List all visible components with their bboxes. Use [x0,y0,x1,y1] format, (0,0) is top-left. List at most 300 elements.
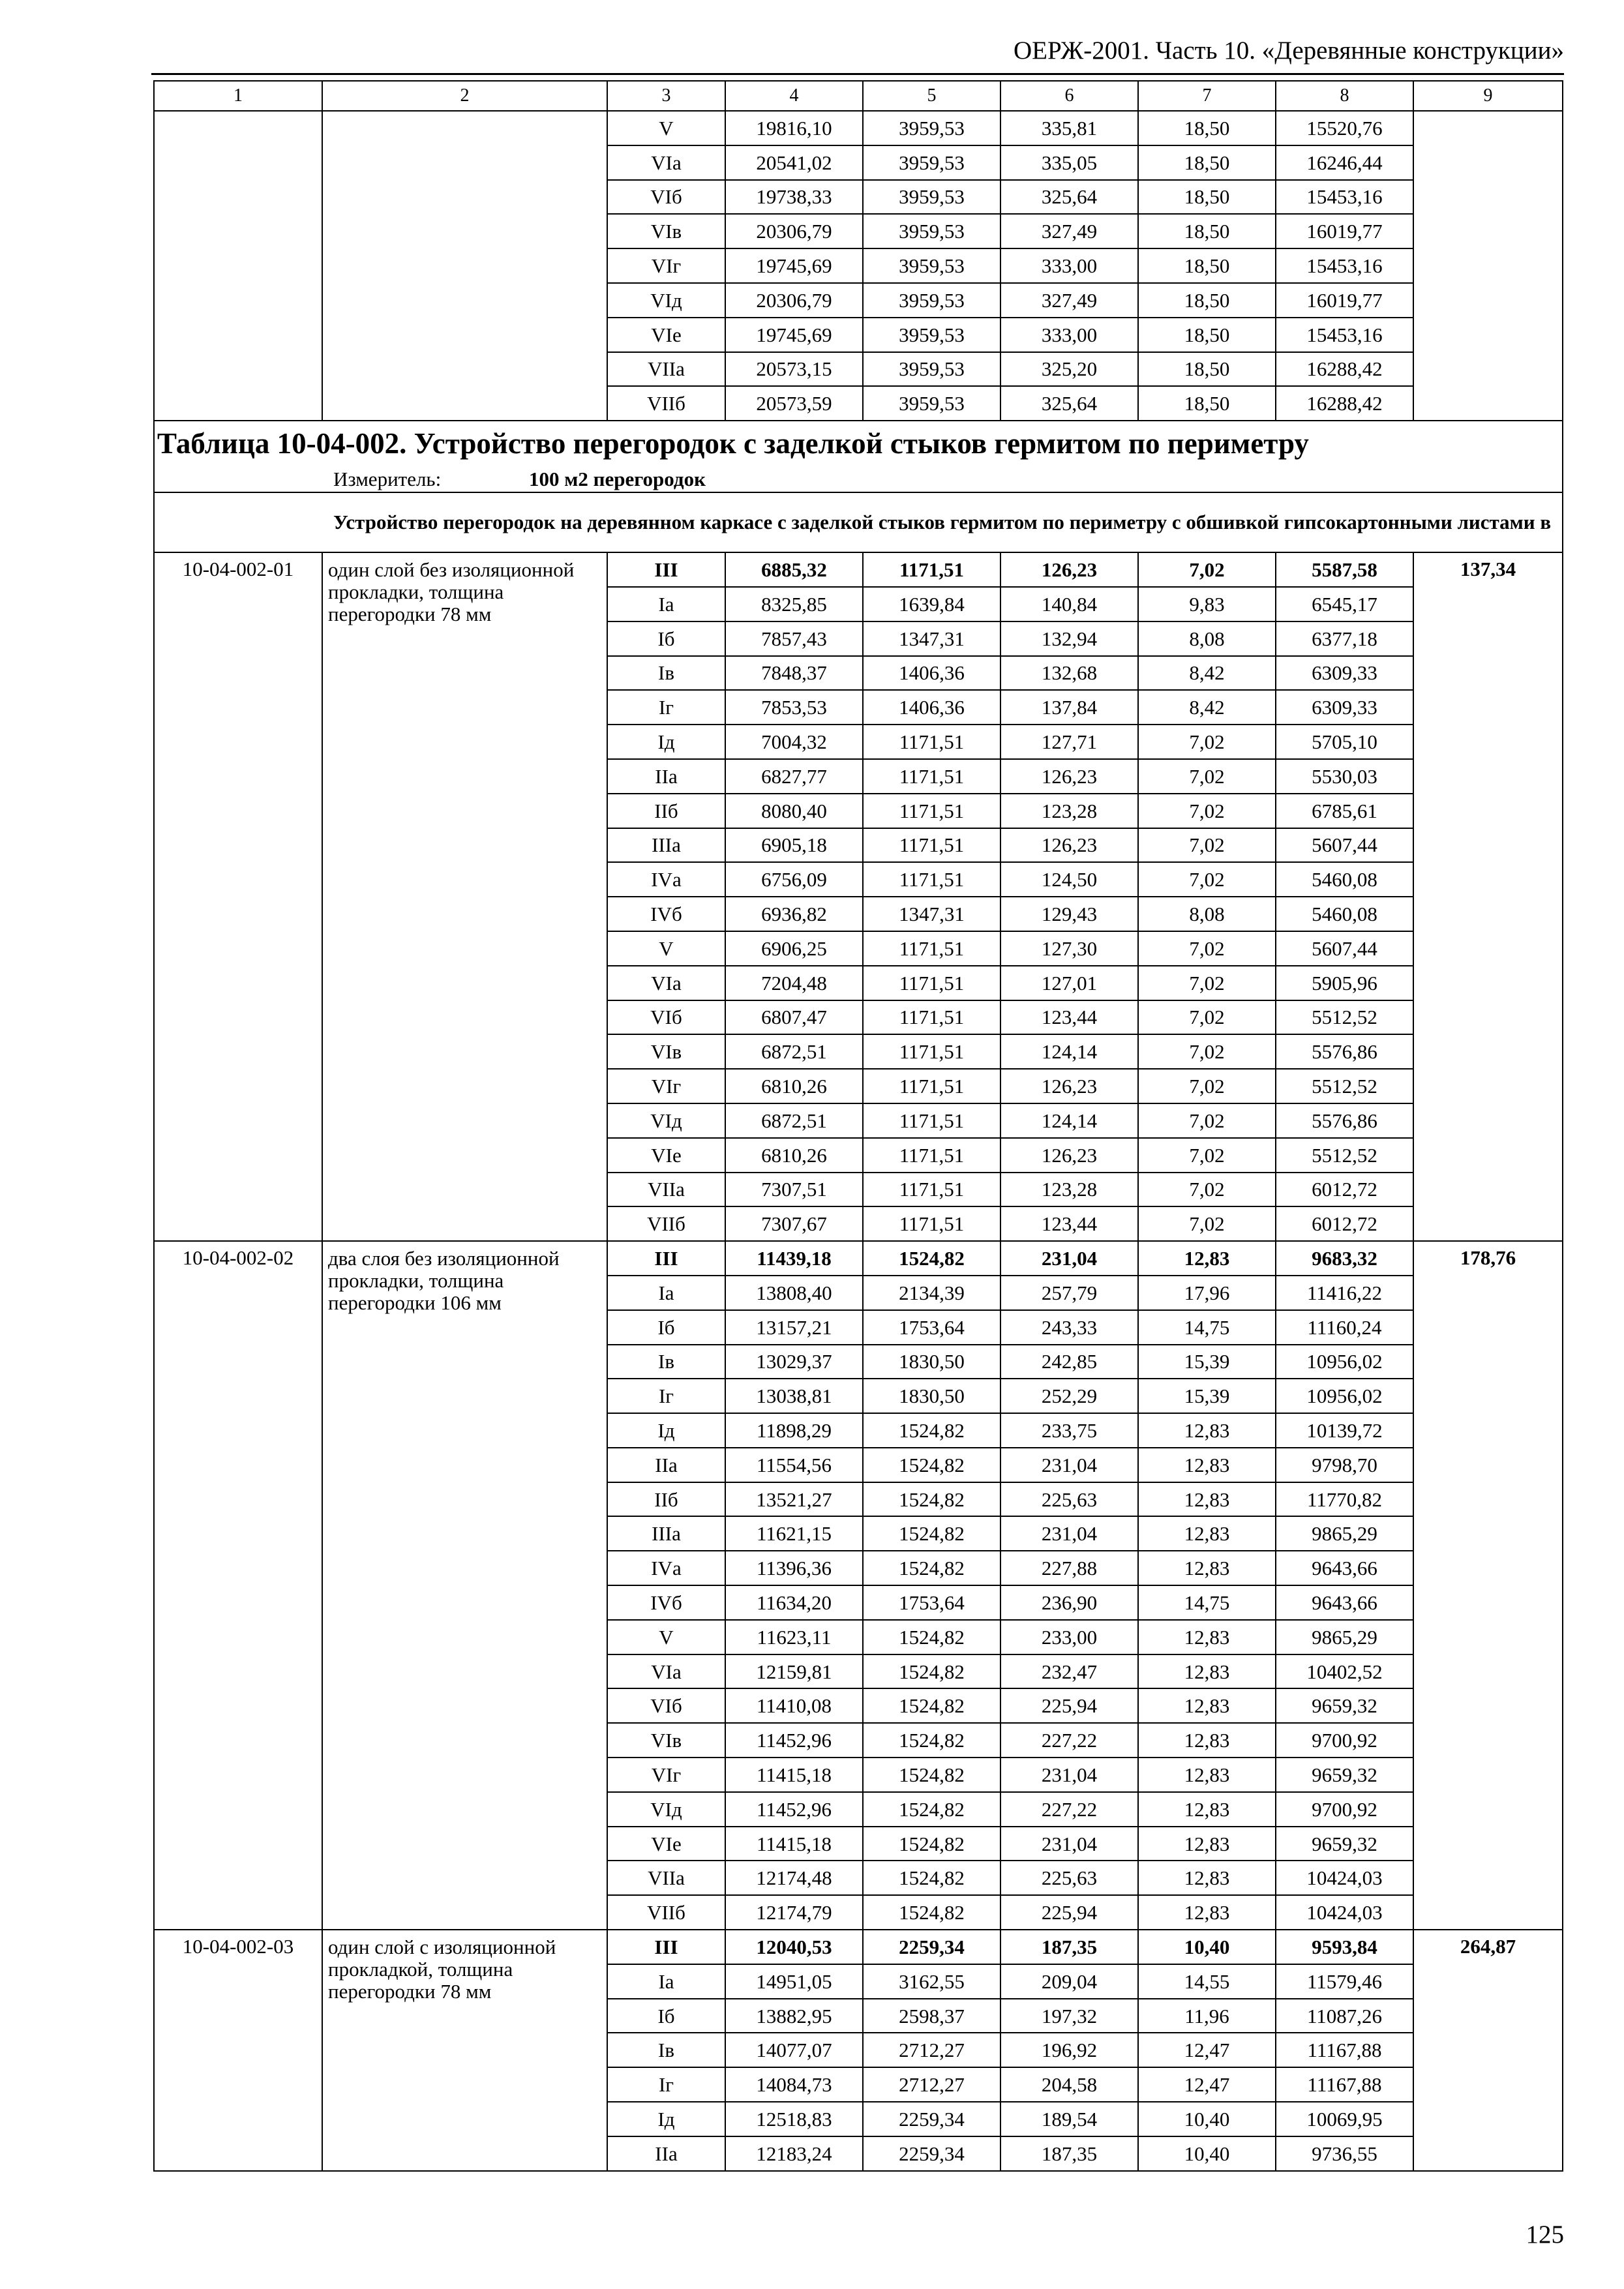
value-cell-c5: 1171,51 [863,1034,1000,1069]
value-cell-c4: 13038,81 [725,1379,863,1413]
value-cell-c8: 9865,29 [1276,1620,1413,1654]
value-cell-c4: 19738,33 [725,180,863,215]
value-cell-c7: 12,83 [1138,1861,1276,1895]
value-cell-c4: 13029,37 [725,1345,863,1379]
value-cell-c6: 126,23 [1000,828,1138,863]
value-cell-c6: 333,00 [1000,248,1138,283]
description-cell: один слой без изоляционной прокладки, толщина перегородки 78 мм [322,552,607,1241]
value-cell-c8: 10424,03 [1276,1895,1413,1930]
subheading-cell [154,492,1563,552]
value-cell-c5: 1753,64 [863,1585,1000,1620]
zone-cell: Iг [607,690,725,725]
value-cell-c5: 1753,64 [863,1310,1000,1345]
value-cell-c6: 127,71 [1000,725,1138,759]
column-number: 3 [607,81,725,111]
value-cell-c7: 9,83 [1138,587,1276,621]
measure-unit: 100 м2 перегородок [529,467,706,490]
value-cell-c8: 16246,44 [1276,145,1413,180]
value-cell-c8: 10069,95 [1276,2102,1413,2136]
value-cell-c7: 7,02 [1138,1103,1276,1138]
value-cell-c4: 11452,96 [725,1723,863,1758]
description-cell: один слой с изоляционной прокладкой, толщина перегородки 78 мм [322,1930,607,2171]
zone-cell: VIIб [607,386,725,421]
value-cell-c7: 14,75 [1138,1310,1276,1345]
zone-cell: VIа [607,145,725,180]
value-cell-c5: 1406,36 [863,690,1000,725]
value-cell-c8: 9659,32 [1276,1688,1413,1723]
value-cell-c7: 18,50 [1138,111,1276,145]
value-cell-c5: 3959,53 [863,283,1000,318]
value-cell-c6: 204,58 [1000,2067,1138,2102]
value-cell-c7: 18,50 [1138,318,1276,352]
value-cell-c6: 126,23 [1000,1138,1138,1173]
column-number: 4 [725,81,863,111]
value-cell-c6: 127,01 [1000,966,1138,1000]
value-cell-c4: 13521,27 [725,1482,863,1517]
zone-cell: V [607,1620,725,1654]
value-cell-c4: 6885,32 [725,552,863,587]
value-cell-c5: 3959,53 [863,180,1000,215]
table-row [154,552,1563,587]
value-cell-c7: 7,02 [1138,1173,1276,1207]
value-cell-c7: 15,39 [1138,1379,1276,1413]
value-cell-c4: 6756,09 [725,862,863,897]
zone-cell: VIд [607,283,725,318]
value-cell-c8: 5587,58 [1276,552,1413,587]
value-cell-c6: 187,35 [1000,2136,1138,2171]
value-cell-c7: 18,50 [1138,386,1276,421]
value-cell-c5: 1524,82 [863,1792,1000,1827]
value-cell-c8: 11160,24 [1276,1310,1413,1345]
value-cell-c4: 6872,51 [725,1103,863,1138]
subheading-text: Устройство перегородок на деревянном каркасе с заделкой стыков гермитом по периметру с обшивкой гипсокартонными листами в [333,511,1552,534]
value-cell-c4: 19745,69 [725,318,863,352]
value-cell-c4: 11554,56 [725,1448,863,1482]
description-cell [322,111,607,421]
zone-cell: Iв [607,1345,725,1379]
table-row [154,111,1563,145]
value-cell-c7: 12,83 [1138,1895,1276,1930]
value-cell-c5: 1524,82 [863,1723,1000,1758]
value-cell-c7: 7,02 [1138,931,1276,966]
value-cell-c8: 9865,29 [1276,1516,1413,1551]
zone-cell: VIIб [607,1895,725,1930]
zone-cell: VIIа [607,1173,725,1207]
value-cell-c7: 14,75 [1138,1585,1276,1620]
value-cell-c4: 6810,26 [725,1138,863,1173]
page-header: ОЕРЖ-2001. Часть 10. «Деревянные конструкции» [1013,37,1564,65]
measure-row [154,466,1563,492]
value-cell-c5: 1171,51 [863,759,1000,794]
value-cell-c7: 7,02 [1138,1000,1276,1035]
value-cell-c8: 5576,86 [1276,1034,1413,1069]
value-cell-c4: 11410,08 [725,1688,863,1723]
value-cell-c8: 15453,16 [1276,180,1413,215]
value-cell-c6: 335,81 [1000,111,1138,145]
value-cell-c6: 126,23 [1000,1069,1138,1103]
col9-cell [1413,111,1563,421]
value-cell-c8: 9659,32 [1276,1827,1413,1861]
value-cell-c5: 1524,82 [863,1688,1000,1723]
value-cell-c7: 7,02 [1138,966,1276,1000]
value-cell-c8: 11770,82 [1276,1482,1413,1517]
value-cell-c7: 12,83 [1138,1413,1276,1448]
value-cell-c7: 10,40 [1138,1930,1276,1964]
table-row [154,1241,1563,1276]
zone-cell: Iг [607,2067,725,2102]
value-cell-c8: 15453,16 [1276,248,1413,283]
value-cell-c7: 7,02 [1138,1069,1276,1103]
value-cell-c6: 227,88 [1000,1551,1138,1585]
value-cell-c4: 20306,79 [725,214,863,248]
value-cell-c6: 124,50 [1000,862,1138,897]
value-cell-c4: 13808,40 [725,1276,863,1310]
value-cell-c7: 18,50 [1138,283,1276,318]
value-cell-c8: 11167,88 [1276,2067,1413,2102]
value-cell-c7: 18,50 [1138,352,1276,387]
value-cell-c7: 7,02 [1138,794,1276,828]
column-numbers-row [154,81,1563,111]
value-cell-c7: 7,02 [1138,1206,1276,1241]
value-cell-c6: 124,14 [1000,1034,1138,1069]
value-cell-c4: 13157,21 [725,1310,863,1345]
value-cell-c6: 232,47 [1000,1654,1138,1689]
zone-cell: Iд [607,725,725,759]
value-cell-c4: 11415,18 [725,1827,863,1861]
value-cell-c8: 11579,46 [1276,1964,1413,1999]
value-cell-c5: 2712,27 [863,2067,1000,2102]
zone-cell: Iа [607,587,725,621]
value-cell-c7: 12,83 [1138,1241,1276,1276]
value-cell-c5: 1524,82 [863,1413,1000,1448]
zone-cell: VIб [607,1688,725,1723]
value-cell-c8: 11167,88 [1276,2033,1413,2067]
value-cell-c6: 325,64 [1000,180,1138,215]
zone-cell: III [607,1241,725,1276]
col9-value: 264,87 [1460,1935,1516,1958]
value-cell-c6: 129,43 [1000,897,1138,931]
value-cell-c5: 1524,82 [863,1758,1000,1792]
value-cell-c4: 20573,15 [725,352,863,387]
value-cell-c6: 123,28 [1000,1173,1138,1207]
value-cell-c5: 1830,50 [863,1345,1000,1379]
zone-cell: V [607,931,725,966]
value-cell-c8: 6785,61 [1276,794,1413,828]
value-cell-c5: 1171,51 [863,725,1000,759]
value-cell-c8: 9736,55 [1276,2136,1413,2171]
value-cell-c7: 12,83 [1138,1482,1276,1517]
col9-value: 137,34 [1460,558,1516,581]
value-cell-c6: 233,00 [1000,1620,1138,1654]
value-cell-c8: 5607,44 [1276,828,1413,863]
value-cell-c4: 7004,32 [725,725,863,759]
zone-cell: Iа [607,1276,725,1310]
zone-cell: VIе [607,1138,725,1173]
zone-cell: IIа [607,2136,725,2171]
value-cell-c4: 7307,51 [725,1173,863,1207]
value-cell-c7: 18,50 [1138,145,1276,180]
value-cell-c6: 132,68 [1000,656,1138,691]
zone-cell: Iб [607,1999,725,2033]
value-cell-c8: 11416,22 [1276,1276,1413,1310]
zone-cell: VIд [607,1792,725,1827]
value-cell-c5: 1524,82 [863,1861,1000,1895]
zone-cell: Iб [607,1310,725,1345]
column-number: 5 [863,81,1000,111]
value-cell-c5: 1524,82 [863,1516,1000,1551]
col9-cell [1413,1930,1563,2171]
value-cell-c4: 13882,95 [725,1999,863,2033]
value-cell-c8: 5530,03 [1276,759,1413,794]
value-cell-c8: 10139,72 [1276,1413,1413,1448]
value-cell-c7: 7,02 [1138,552,1276,587]
value-cell-c4: 11898,29 [725,1413,863,1448]
value-cell-c4: 7857,43 [725,621,863,656]
value-cell-c8: 9643,66 [1276,1585,1413,1620]
value-cell-c7: 12,83 [1138,1551,1276,1585]
value-cell-c8: 5460,08 [1276,862,1413,897]
value-cell-c5: 1406,36 [863,656,1000,691]
value-cell-c4: 7853,53 [725,690,863,725]
zone-cell: VIа [607,966,725,1000]
zone-cell: VIв [607,214,725,248]
value-cell-c4: 11452,96 [725,1792,863,1827]
value-cell-c7: 12,83 [1138,1688,1276,1723]
value-cell-c7: 18,50 [1138,180,1276,215]
zone-cell: IIб [607,1482,725,1517]
value-cell-c6: 225,63 [1000,1861,1138,1895]
value-cell-c5: 1830,50 [863,1379,1000,1413]
value-cell-c8: 9683,32 [1276,1241,1413,1276]
section-title-row [154,421,1563,466]
value-cell-c4: 6936,82 [725,897,863,931]
value-cell-c4: 8080,40 [725,794,863,828]
value-cell-c7: 8,08 [1138,621,1276,656]
value-cell-c4: 11621,15 [725,1516,863,1551]
value-cell-c6: 327,49 [1000,214,1138,248]
zone-cell: VIб [607,1000,725,1035]
value-cell-c6: 225,63 [1000,1482,1138,1517]
value-cell-c5: 3959,53 [863,145,1000,180]
value-cell-c5: 1171,51 [863,552,1000,587]
value-cell-c8: 9700,92 [1276,1723,1413,1758]
value-cell-c5: 2259,34 [863,2102,1000,2136]
value-cell-c8: 9593,84 [1276,1930,1413,1964]
value-cell-c5: 1347,31 [863,621,1000,656]
value-cell-c7: 10,40 [1138,2136,1276,2171]
value-cell-c7: 12,83 [1138,1448,1276,1482]
value-cell-c8: 10424,03 [1276,1861,1413,1895]
zone-cell: VIIб [607,1206,725,1241]
value-cell-c6: 231,04 [1000,1241,1138,1276]
value-cell-c6: 123,28 [1000,794,1138,828]
value-cell-c5: 1524,82 [863,1827,1000,1861]
value-cell-c7: 12,83 [1138,1620,1276,1654]
value-cell-c6: 132,94 [1000,621,1138,656]
zone-cell: IVб [607,897,725,931]
zone-cell: VIв [607,1034,725,1069]
value-cell-c8: 5512,52 [1276,1000,1413,1035]
value-cell-c7: 8,42 [1138,656,1276,691]
zone-cell: III [607,1930,725,1964]
column-number: 1 [154,81,322,111]
value-cell-c8: 5607,44 [1276,931,1413,966]
value-cell-c6: 227,22 [1000,1723,1138,1758]
value-cell-c6: 225,94 [1000,1895,1138,1930]
value-cell-c8: 6012,72 [1276,1206,1413,1241]
value-cell-c5: 1524,82 [863,1654,1000,1689]
value-cell-c8: 5905,96 [1276,966,1413,1000]
code-cell: 10-04-002-02 [154,1241,322,1930]
value-cell-c4: 11634,20 [725,1585,863,1620]
value-cell-c8: 5460,08 [1276,897,1413,931]
value-cell-c5: 3959,53 [863,214,1000,248]
zone-cell: IVа [607,1551,725,1585]
value-cell-c7: 11,96 [1138,1999,1276,2033]
value-cell-c5: 2712,27 [863,2033,1000,2067]
value-cell-c6: 127,30 [1000,931,1138,966]
col9-cell [1413,552,1563,1241]
value-cell-c8: 5512,52 [1276,1069,1413,1103]
zone-cell: IVб [607,1585,725,1620]
value-cell-c7: 12,83 [1138,1758,1276,1792]
value-cell-c6: 233,75 [1000,1413,1138,1448]
value-cell-c5: 1524,82 [863,1448,1000,1482]
value-cell-c7: 12,83 [1138,1792,1276,1827]
value-cell-c4: 19816,10 [725,111,863,145]
value-cell-c8: 5576,86 [1276,1103,1413,1138]
value-cell-c8: 16019,77 [1276,283,1413,318]
value-cell-c4: 11396,36 [725,1551,863,1585]
value-cell-c8: 15453,16 [1276,318,1413,352]
value-cell-c6: 196,92 [1000,2033,1138,2067]
table-row [154,1930,1563,1964]
zone-cell: IIа [607,759,725,794]
value-cell-c5: 1171,51 [863,1206,1000,1241]
value-cell-c6: 225,94 [1000,1688,1138,1723]
value-cell-c5: 1524,82 [863,1241,1000,1276]
zone-cell: Iд [607,1413,725,1448]
value-cell-c7: 8,42 [1138,690,1276,725]
value-cell-c5: 1171,51 [863,966,1000,1000]
value-cell-c5: 1171,51 [863,1000,1000,1035]
value-cell-c7: 7,02 [1138,759,1276,794]
value-cell-c8: 10402,52 [1276,1654,1413,1689]
value-cell-c6: 140,84 [1000,587,1138,621]
value-cell-c7: 7,02 [1138,1138,1276,1173]
value-cell-c7: 7,02 [1138,1034,1276,1069]
zone-cell: IVа [607,862,725,897]
value-cell-c8: 6012,72 [1276,1173,1413,1207]
value-cell-c8: 5705,10 [1276,725,1413,759]
value-cell-c8: 6309,33 [1276,656,1413,691]
value-cell-c6: 137,84 [1000,690,1138,725]
value-cell-c6: 325,64 [1000,386,1138,421]
value-cell-c6: 252,29 [1000,1379,1138,1413]
value-cell-c5: 1524,82 [863,1482,1000,1517]
value-cell-c8: 6545,17 [1276,587,1413,621]
value-cell-c7: 10,40 [1138,2102,1276,2136]
zone-cell: III [607,552,725,587]
zone-cell: VIIа [607,1861,725,1895]
value-cell-c4: 14084,73 [725,2067,863,2102]
zone-cell: VIв [607,1723,725,1758]
value-cell-c8: 9700,92 [1276,1792,1413,1827]
value-cell-c4: 11623,11 [725,1620,863,1654]
value-cell-c7: 12,83 [1138,1654,1276,1689]
value-cell-c5: 2259,34 [863,1930,1000,1964]
value-cell-c6: 335,05 [1000,145,1138,180]
zone-cell: Iд [607,2102,725,2136]
value-cell-c8: 16019,77 [1276,214,1413,248]
value-cell-c5: 1639,84 [863,587,1000,621]
zone-cell: Iа [607,1964,725,1999]
value-cell-c6: 126,23 [1000,552,1138,587]
value-cell-c6: 187,35 [1000,1930,1138,1964]
value-cell-c5: 1524,82 [863,1620,1000,1654]
value-cell-c4: 8325,85 [725,587,863,621]
value-cell-c6: 123,44 [1000,1206,1138,1241]
value-cell-c6: 231,04 [1000,1448,1138,1482]
value-cell-c8: 16288,42 [1276,386,1413,421]
zone-cell: VIа [607,1654,725,1689]
value-cell-c8: 10956,02 [1276,1345,1413,1379]
zone-cell: IIа [607,1448,725,1482]
value-cell-c6: 231,04 [1000,1758,1138,1792]
value-cell-c7: 8,08 [1138,897,1276,931]
value-cell-c4: 20573,59 [725,386,863,421]
value-cell-c6: 242,85 [1000,1345,1138,1379]
zone-cell: Iв [607,2033,725,2067]
zone-cell: VIг [607,248,725,283]
value-cell-c5: 1171,51 [863,1069,1000,1103]
zone-cell: VIг [607,1069,725,1103]
value-cell-c6: 123,44 [1000,1000,1138,1035]
value-cell-c6: 227,22 [1000,1792,1138,1827]
header-rule [151,73,1564,75]
subheading-row [154,492,1563,552]
value-cell-c4: 6905,18 [725,828,863,863]
page-number: 125 [1526,2221,1564,2249]
value-cell-c5: 1171,51 [863,931,1000,966]
value-cell-c7: 14,55 [1138,1964,1276,1999]
zone-cell: IIIа [607,828,725,863]
value-cell-c4: 11415,18 [725,1758,863,1792]
value-cell-c7: 12,83 [1138,1723,1276,1758]
value-cell-c5: 3959,53 [863,248,1000,283]
zone-cell: VIд [607,1103,725,1138]
value-cell-c8: 15520,76 [1276,111,1413,145]
col9-value: 178,76 [1460,1246,1516,1270]
value-cell-c6: 197,32 [1000,1999,1138,2033]
value-cell-c4: 19745,69 [725,248,863,283]
value-cell-c8: 10956,02 [1276,1379,1413,1413]
value-cell-c5: 3959,53 [863,111,1000,145]
value-cell-c7: 7,02 [1138,862,1276,897]
value-cell-c7: 12,47 [1138,2033,1276,2067]
value-cell-c7: 12,47 [1138,2067,1276,2102]
zone-cell: VIб [607,180,725,215]
value-cell-c5: 3959,53 [863,386,1000,421]
value-cell-c4: 12518,83 [725,2102,863,2136]
value-cell-c4: 6872,51 [725,1034,863,1069]
value-cell-c6: 124,14 [1000,1103,1138,1138]
value-cell-c4: 12040,53 [725,1930,863,1964]
value-cell-c5: 2598,37 [863,1999,1000,2033]
value-cell-c7: 18,50 [1138,248,1276,283]
value-cell-c4: 12174,79 [725,1895,863,1930]
value-cell-c6: 243,33 [1000,1310,1138,1345]
